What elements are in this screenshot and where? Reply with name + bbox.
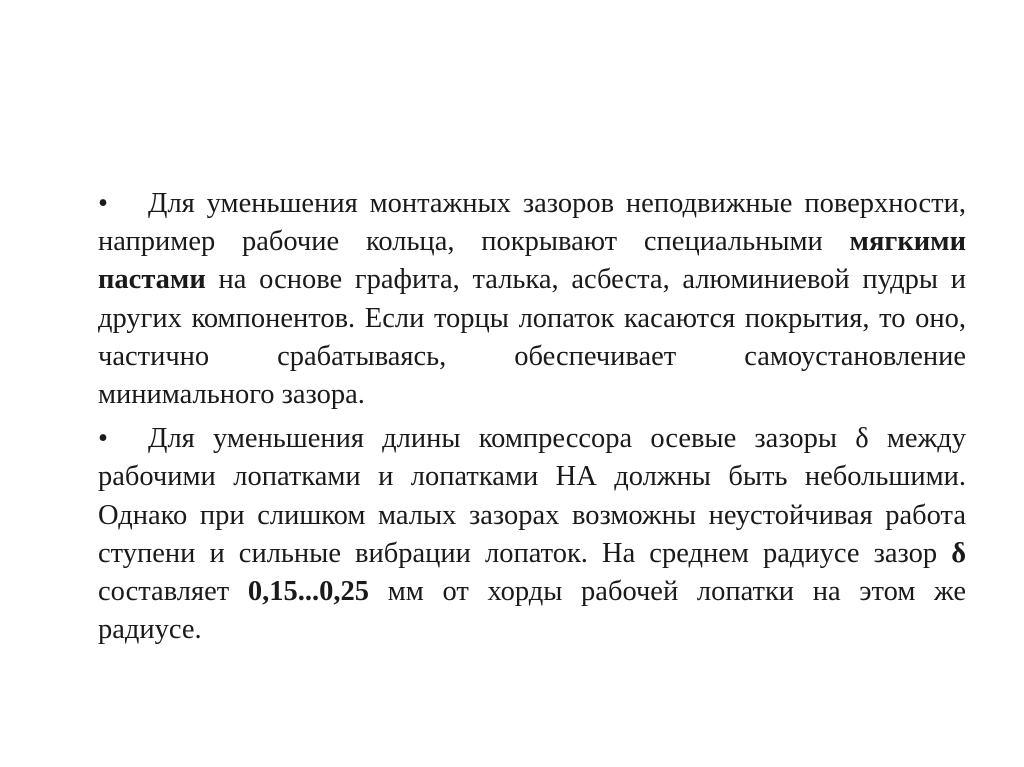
bullet-1-text-a: Для уменьшения монтажных зазоров неподвижные поверхности, например рабочие кольца, покрывают специальными — [98, 188, 966, 258]
bullet-2-bold-range: 0,15...0,25 — [247, 576, 370, 608]
bullet-2-text-a: Для уменьшения длины компрессора осевые зазоры δ между рабочими лопатками и лопатками НА должны быть небольшими. Однако при слишком малых зазорах возможны неустойчивая работа ступени и сильные вибрации лопаток. На среднем радиусе зазор — [98, 423, 966, 569]
slide-body — [98, 185, 966, 649]
bullet-2-text-c: мм от хорды рабочей лопатки на этом же радиусе. — [98, 576, 966, 646]
bullet-marker: • — [98, 423, 108, 455]
bullet-paragraph-2 — [98, 420, 966, 649]
bullet-paragraph-1 — [98, 185, 966, 414]
bullet-marker: • — [98, 188, 108, 219]
bullet-2-bold-delta: δ — [951, 537, 966, 569]
bullet-1-bold-term: мягкими пастами — [98, 226, 966, 296]
bullet-1-text-b: на основе графита, талька, асбеста, алюминиевой пудры и других компонентов. Если торцы лопаток касаются покрытия, то оно, частично срабатываясь, обеспечивает самоустановление минимального зазора. — [98, 264, 966, 411]
bullet-2-text-b: составляет — [98, 576, 248, 608]
